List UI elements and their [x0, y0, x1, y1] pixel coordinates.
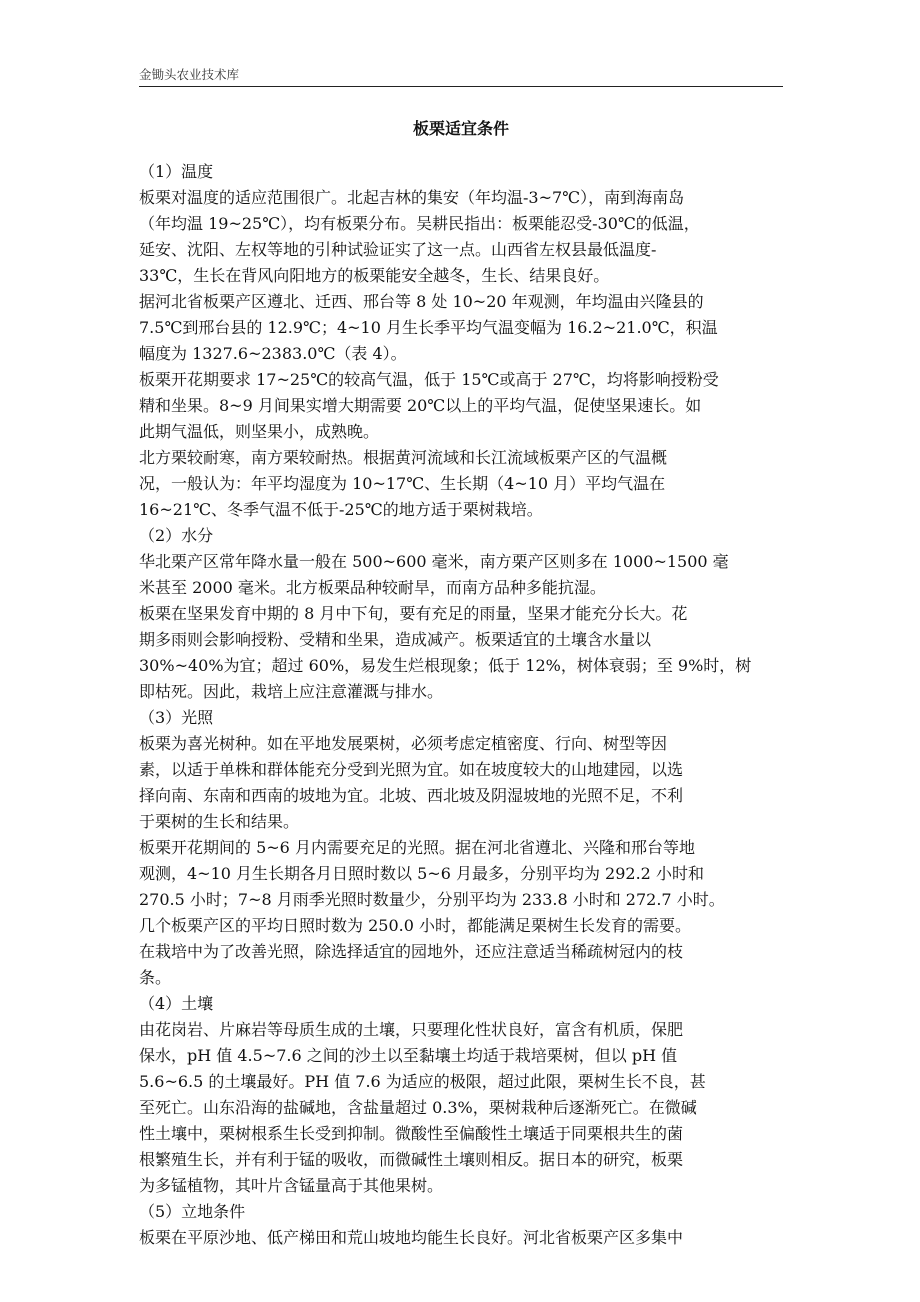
text-line: （2）水分: [139, 526, 214, 545]
text-line: 延安、沈阳、左权等地的引种试验证实了这一点。山西省左权县最低温度-: [139, 240, 657, 259]
document-body: [139, 159, 789, 1251]
text-line: 期多雨则会影响授粉、受精和坐果，造成减产。板栗适宜的土壤含水量以: [139, 630, 652, 649]
text-line: 16~21℃、冬季气温不低于-25℃的地方适于栗树栽培。: [139, 500, 543, 519]
text-line: （5）立地条件: [139, 1202, 246, 1221]
text-line: 板栗开花期要求 17~25℃的较高气温，低于 15℃或高于 27℃，均将影响授粉受: [139, 370, 719, 389]
text-line: （1）温度: [139, 162, 214, 181]
page-header: [139, 62, 783, 87]
text-line: 7.5℃到邢台县的 12.9℃；4~10 月生长季平均气温变幅为 16.2~21.0℃，积温: [139, 318, 718, 337]
text-line: （3）光照: [139, 708, 214, 727]
text-line: 此期气温低，则坚果小，成熟晚。: [139, 422, 380, 441]
text-line: 板栗在坚果发育中期的 8 月中下旬，要有充足的雨量，坚果才能充分长大。花: [139, 604, 688, 623]
text-line: 择向南、东南和西南的坡地为宜。北坡、西北坡及阴湿坡地的光照不足，不利: [139, 786, 684, 805]
text-line: 为多锰植物，其叶片含锰量高于其他果树。: [139, 1176, 444, 1195]
text-line: 板栗为喜光树种。如在平地发展栗树，必须考虑定植密度、行向、树型等因: [139, 734, 668, 753]
text-line: 30%~40%为宜；超过 60%，易发生烂根现象；低于 12%，树体衰弱；至 9%时，树: [139, 656, 752, 675]
text-line: 5.6~6.5 的土壤最好。PH 值 7.6 为适应的极限，超过此限，栗树生长不良，甚: [139, 1072, 706, 1091]
text-line: 据河北省板栗产区遵北、迁西、邢台等 8 处 10~20 年观测，年均温由兴隆县的: [139, 292, 704, 311]
text-line: 几个板栗产区的平均日照时数为 250.0 小时，都能满足栗树生长发育的需要。: [139, 916, 691, 935]
document-title: 板栗适宜条件: [412, 119, 509, 138]
text-line: 板栗在平原沙地、低产梯田和荒山坡地均能生长良好。河北省板栗产区多集中: [139, 1228, 684, 1247]
text-line: 幅度为 1327.6~2383.0℃（表 4）。: [139, 344, 407, 363]
text-line: 素，以适于单株和群体能充分受到光照为宜。如在坡度较大的山地建园，以选: [139, 760, 684, 779]
text-line: 在栽培中为了改善光照，除选择适宜的园地外，还应注意适当稀疏树冠内的枝: [139, 942, 684, 961]
text-line: 即枯死。因此，栽培上应注意灌溉与排水。: [139, 682, 444, 701]
text-line: 于栗树的生长和结果。: [139, 812, 300, 831]
text-line: 板栗对温度的适应范围很广。北起吉林的集安（年均温-3~7℃），南到海南岛: [139, 188, 685, 207]
text-line: 保水，pH 值 4.5~7.6 之间的沙土以至黏壤土均适于栽培栗树，但以 pH 值: [139, 1046, 678, 1065]
text-line: 根繁殖生长，并有利于锰的吸收，而微碱性土壤则相反。据日本的研究，板栗: [139, 1150, 684, 1169]
text-line: 况，一般认为：年平均湿度为 10~17℃、生长期（4~10 月）平均气温在: [139, 474, 666, 493]
text-line: 精和坐果。8~9 月间果实增大期需要 20℃以上的平均气温，促使坚果速长。如: [139, 396, 702, 415]
text-line: 板栗开花期间的 5~6 月内需要充足的光照。据在河北省遵北、兴隆和邢台等地: [139, 838, 695, 857]
text-line: 条。: [139, 968, 172, 987]
text-line: 270.5 小时；7~8 月雨季光照时数量少，分别平均为 233.8 小时和 272.7 小时。: [139, 890, 725, 909]
text-line: 米甚至 2000 毫米。北方板栗品种较耐旱，而南方品种多能抗湿。: [139, 578, 606, 597]
text-line: 33℃，生长在背风向阳地方的板栗能安全越冬，生长、结果良好。: [139, 266, 610, 285]
text-line: 北方栗较耐寒，南方栗较耐热。根据黄河流域和长江流域板栗产区的气温概: [139, 448, 668, 467]
text-line: （年均温 19~25℃），均有板栗分布。吴耕民指出：板栗能忍受-30℃的低温，: [139, 214, 700, 233]
text-line: 观测，4~10 月生长期各月日照时数以 5~6 月最多，分别平均为 292.2 小时和: [139, 864, 704, 883]
text-line: （4）土壤: [139, 994, 214, 1013]
text-line: 华北栗产区常年降水量一般在 500~600 毫米，南方栗产区则多在 1000~1500 毫: [139, 552, 729, 571]
text-line: 性土壤中，栗树根系生长受到抑制。微酸性至偏酸性土壤适于同栗根共生的菌: [139, 1124, 684, 1143]
text-line: 由花岗岩、片麻岩等母质生成的土壤，只要理化性状良好，富含有机质，保肥: [139, 1020, 684, 1039]
text-line: 至死亡。山东沿海的盐碱地，含盐量超过 0.3%，栗树栽种后逐渐死亡。在微碱: [139, 1098, 697, 1117]
header-text: 金锄头农业技术库: [139, 67, 240, 82]
